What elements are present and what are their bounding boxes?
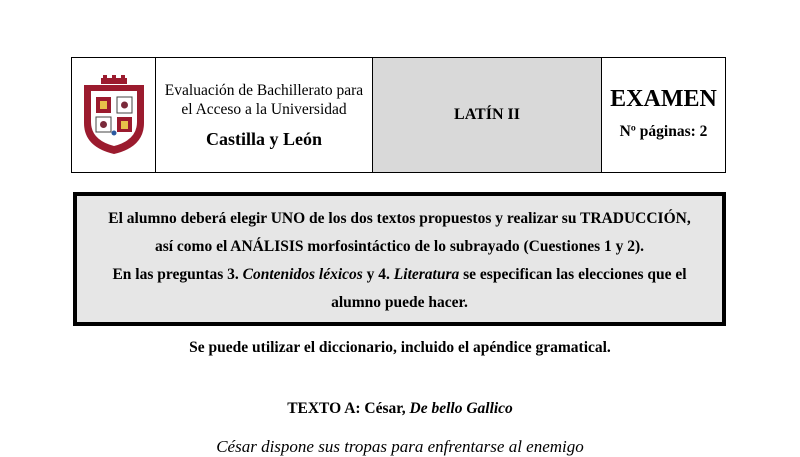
instructions-line-3 bbox=[89, 261, 710, 289]
instructions-line-3-part-c: y 4. bbox=[362, 266, 394, 283]
logo-cell bbox=[72, 58, 156, 173]
institution-cell bbox=[156, 58, 373, 173]
subject-cell bbox=[373, 58, 602, 173]
instructions-line-1: El alumno deberá elegir UNO de los dos textos propuestos y realizar su TRADUCCIÓN, bbox=[108, 210, 691, 227]
instructions-line-2: así como el ANÁLISIS morfosintáctico de lo subrayado (Cuestiones 1 y 2). bbox=[154, 238, 645, 255]
lexical-contents-term: Contenidos léxicos bbox=[242, 266, 363, 283]
literature-term: Literatura bbox=[393, 266, 460, 283]
dictionary-note: Se puede utilizar el diccionario, incluido el apéndice gramatical. bbox=[189, 339, 611, 356]
text-a-work-title: De bello Gallico bbox=[409, 400, 513, 417]
exam-header-table bbox=[71, 57, 726, 173]
institution-line-1: Evaluación de Bachillerato para bbox=[164, 81, 364, 99]
text-a-subtitle: César dispone sus tropas para enfrentarse al enemigo bbox=[216, 437, 584, 456]
university-seal-logo bbox=[79, 75, 149, 155]
institution-line-2: el Acceso a la Universidad bbox=[181, 100, 347, 118]
instructions-line-4: alumno puede hacer. bbox=[331, 294, 468, 311]
text-a-prefix: TEXTO A: César, bbox=[287, 400, 410, 417]
instructions-line-3-part-a: En las preguntas 3. bbox=[112, 266, 243, 283]
page-count: Nº páginas: 2 bbox=[619, 122, 708, 140]
instructions-box bbox=[73, 192, 726, 326]
exam-label: EXAMEN bbox=[610, 85, 717, 112]
region-name: Castilla y León bbox=[205, 128, 322, 149]
text-a-heading bbox=[0, 400, 800, 418]
subject-title: LATÍN II bbox=[454, 106, 520, 123]
exam-cell bbox=[602, 58, 726, 173]
instructions-line-3-part-e: se especifican las elecciones que el bbox=[459, 266, 687, 283]
